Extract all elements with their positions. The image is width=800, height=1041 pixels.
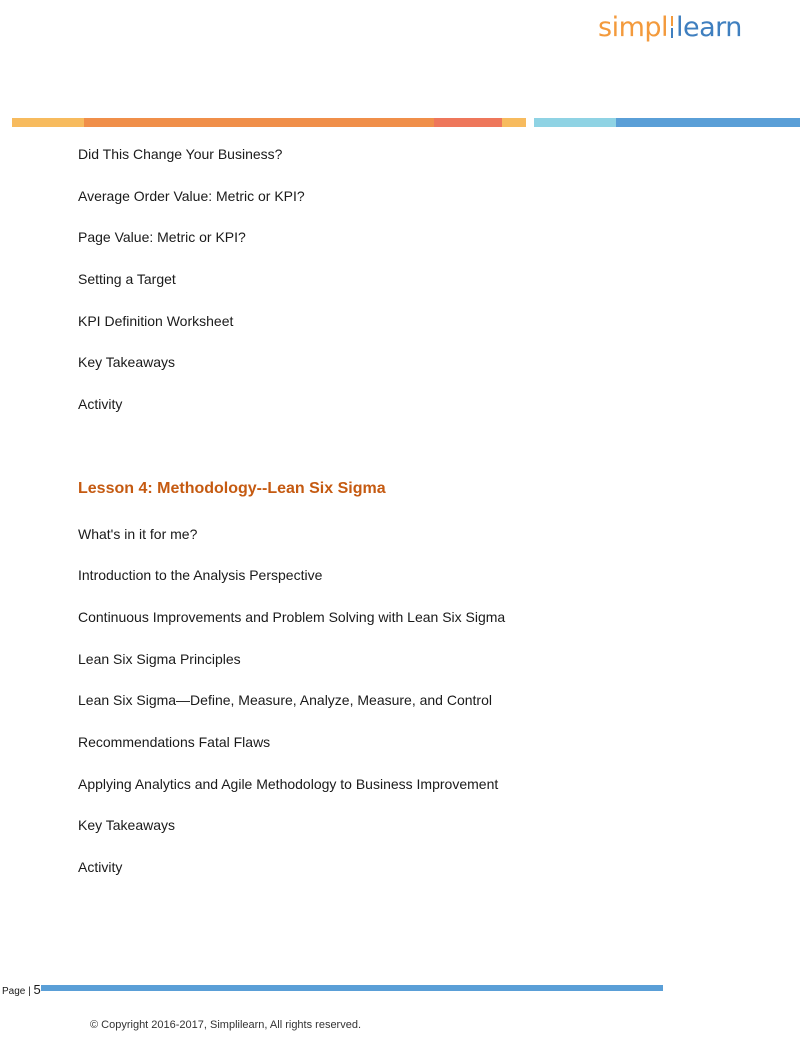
topic-item: Lean Six Sigma Principles [78, 651, 241, 667]
topic-item: What's in it for me? [78, 526, 198, 542]
topic-item: Page Value: Metric or KPI? [78, 229, 246, 245]
topic-item: Did This Change Your Business? [78, 146, 283, 162]
topic-item: Activity [78, 859, 123, 875]
copyright-notice: © Copyright 2016-2017, Simplilearn, All rights reserved. [90, 1019, 362, 1031]
lesson-heading: Lesson 4: Methodology--Lean Six Sigma [78, 480, 386, 497]
header-divider-segment [434, 118, 502, 127]
topic-item: Key Takeaways [78, 817, 176, 833]
topic-item: Introduction to the Analysis Perspective [78, 567, 323, 583]
footer-divider [41, 985, 663, 991]
topic-item: Activity [78, 396, 123, 412]
topic-item: Key Takeaways [78, 354, 176, 370]
page-number: 5 [33, 982, 41, 997]
header-divider-segment [616, 118, 800, 127]
logo-separator-icon [668, 14, 676, 41]
topic-item: KPI Definition Worksheet [78, 313, 234, 329]
topic-item: Lean Six Sigma—Define, Measure, Analyze, Measure, and Control [78, 692, 492, 708]
header-divider-segment [502, 118, 526, 127]
simplilearn-logo [598, 14, 742, 41]
topic-item: Continuous Improvements and Problem Solving with Lean Six Sigma [78, 609, 506, 625]
page-number-label [2, 982, 41, 997]
topic-item: Setting a Target [78, 271, 176, 287]
header-divider-segment [84, 118, 434, 127]
topic-item: Recommendations Fatal Flaws [78, 734, 271, 750]
page-label-text: Page | [2, 986, 31, 997]
header-divider-segment [12, 118, 84, 127]
topic-item: Average Order Value: Metric or KPI? [78, 188, 305, 204]
logo-text-learn: learn [676, 12, 742, 43]
header-divider-segment [534, 118, 616, 127]
topic-item: Applying Analytics and Agile Methodology to Business Improvement [78, 776, 499, 792]
logo-text-simpl: simpl [598, 12, 669, 43]
